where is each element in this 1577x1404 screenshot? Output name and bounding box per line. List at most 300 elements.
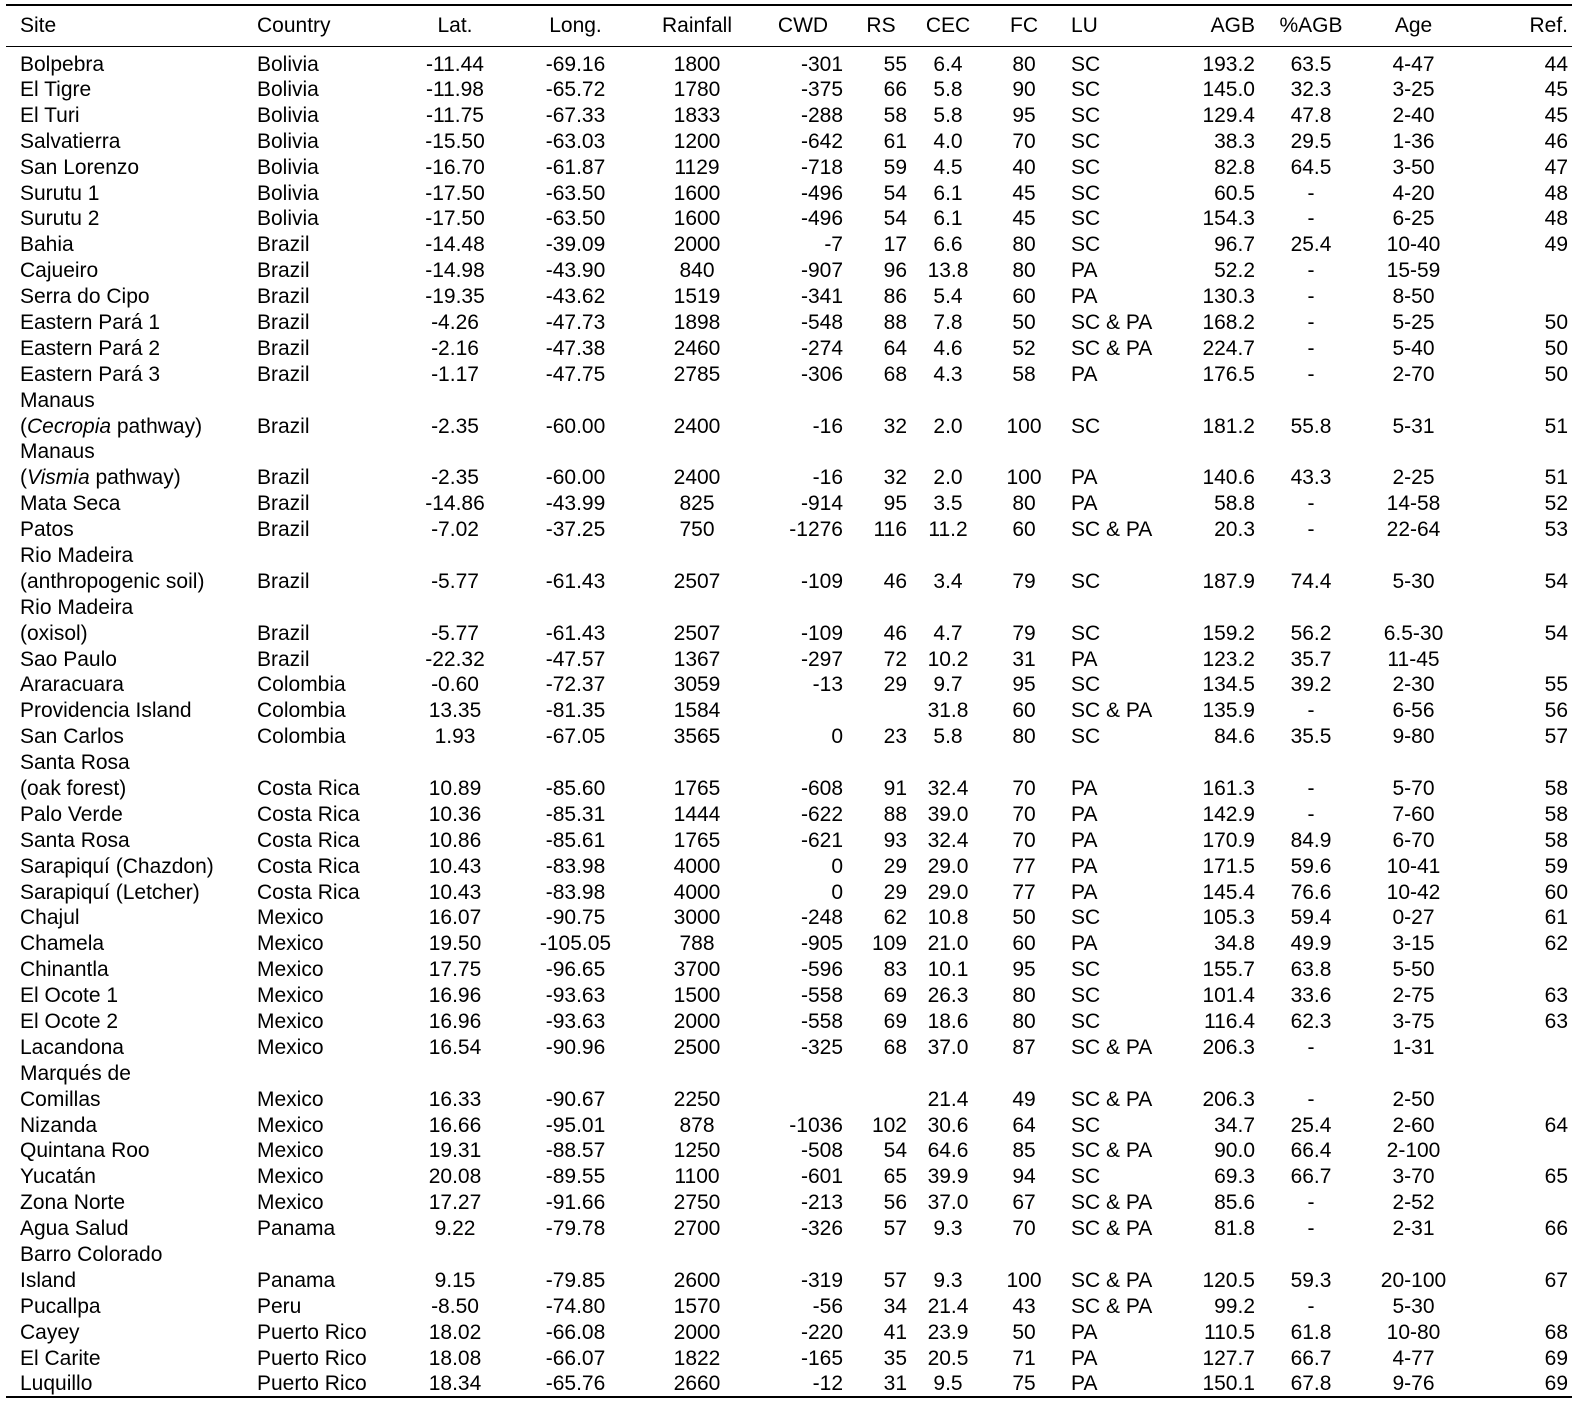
cell-rainfall: 2000 xyxy=(673,1010,721,1033)
cell-fc: 100 xyxy=(1006,466,1042,490)
cell-cwd xyxy=(757,439,849,465)
cell-cwd: -558 xyxy=(800,984,843,1008)
cell-country: Bolivia xyxy=(257,181,319,205)
cell-fc: 45 xyxy=(1012,181,1036,205)
cell-site: San Lorenzo xyxy=(20,155,140,179)
cell-long: -66.07 xyxy=(545,1346,606,1370)
cell-rs: 17 xyxy=(883,233,907,257)
table-row xyxy=(6,672,1572,698)
cell-long: -95.01 xyxy=(545,1113,606,1137)
cell-cec: 10.1 xyxy=(927,958,969,982)
cell-cwd: -274 xyxy=(800,336,843,360)
cell-agb: 52.2 xyxy=(1214,259,1255,283)
cell-cwd: -905 xyxy=(800,932,843,956)
cell-fc: 70 xyxy=(1012,129,1036,153)
cell-ref: 63 xyxy=(1544,1010,1568,1033)
site-prefix: ( xyxy=(20,414,27,438)
cell-ref: 69 xyxy=(1544,1346,1568,1370)
cell-cwd: -306 xyxy=(800,362,843,386)
cell-age: 10-40 xyxy=(1386,233,1441,257)
cell-pct-agb xyxy=(1261,750,1361,776)
cell-rs: 56 xyxy=(883,1191,907,1215)
cell-ref: 48 xyxy=(1544,207,1568,231)
cell-ref: 46 xyxy=(1544,129,1568,153)
cell-cec: 5.8 xyxy=(933,77,963,101)
cell-agb: 154.3 xyxy=(1202,207,1255,231)
cell-pct-agb: 47.8 xyxy=(1290,103,1332,127)
cell-fc: 70 xyxy=(1012,802,1036,826)
cell-rs: 59 xyxy=(883,155,907,179)
cell-rs: 91 xyxy=(883,776,907,800)
cell-rs xyxy=(849,1242,913,1268)
cell-rainfall: 1519 xyxy=(673,285,721,309)
cell-lat: -2.16 xyxy=(431,336,479,360)
cell-lu xyxy=(1065,1060,1175,1086)
cell-age: 4-47 xyxy=(1392,52,1435,76)
cell-agb: 127.7 xyxy=(1202,1346,1255,1370)
cell-ref xyxy=(1466,1138,1572,1164)
table-row xyxy=(6,1267,1572,1293)
table-row xyxy=(6,957,1572,983)
cell-fc: 64 xyxy=(1012,1113,1036,1137)
cell-cwd: -213 xyxy=(800,1191,843,1215)
cell-lat xyxy=(396,1060,514,1086)
cell-age: 2-52 xyxy=(1392,1191,1435,1215)
cell-long: -43.62 xyxy=(545,285,606,309)
cell-rainfall: 2500 xyxy=(673,1035,721,1059)
cell-lu: SC & PA xyxy=(1071,336,1153,360)
cell-cec: 64.6 xyxy=(927,1139,969,1163)
cell-long: -60.00 xyxy=(545,414,606,438)
cell-cwd: -496 xyxy=(800,181,843,205)
table-row xyxy=(6,361,1572,387)
cell-lu: SC xyxy=(1071,621,1101,645)
cell-long: -61.87 xyxy=(545,155,606,179)
cell-lu: PA xyxy=(1071,776,1098,800)
cell-site: Providencia Island xyxy=(20,699,192,723)
cell-lat xyxy=(396,439,514,465)
cell-pct-agb: - xyxy=(1307,492,1315,516)
cell-lu: PA xyxy=(1071,828,1098,852)
cell-rainfall: 1765 xyxy=(673,776,721,800)
cell-long: -83.98 xyxy=(545,880,606,904)
cell-cec: 6.4 xyxy=(933,52,963,76)
cell-fc: 50 xyxy=(1012,1320,1036,1344)
cell-country: Mexico xyxy=(257,1191,324,1215)
cell-lu: PA xyxy=(1071,1346,1098,1370)
cell-rs: 88 xyxy=(883,310,907,334)
cell-age: 22-64 xyxy=(1386,518,1441,542)
cell-pct-agb: 76.6 xyxy=(1290,880,1332,904)
cell-ref xyxy=(1466,439,1572,465)
cell-ref: 61 xyxy=(1544,906,1568,930)
cell-ref xyxy=(1466,957,1572,983)
cell-age: 11-45 xyxy=(1387,647,1440,671)
cell-lu: PA xyxy=(1071,492,1098,516)
cell-ref xyxy=(1466,646,1572,672)
cell-pct-agb: - xyxy=(1307,776,1315,800)
cell-site: San Carlos xyxy=(20,725,124,749)
cell-lat: 16.96 xyxy=(428,984,482,1008)
cell-agb: 129.4 xyxy=(1202,103,1255,127)
cell-lat: 16.07 xyxy=(428,906,482,930)
cell-site: Lacandona xyxy=(20,1035,124,1059)
cell-cec xyxy=(913,750,983,776)
cell-country: Bolivia xyxy=(257,155,319,179)
cell-cwd: -508 xyxy=(800,1139,843,1163)
cell-cec: 29.0 xyxy=(927,880,969,904)
cell-site: Agua Salud xyxy=(20,1217,129,1241)
cell-rs: 93 xyxy=(883,828,907,852)
cell-ref xyxy=(1466,1034,1572,1060)
table-row xyxy=(6,983,1572,1009)
cell-site: Serra do Cipo xyxy=(20,285,150,309)
cell-fc: 60 xyxy=(1012,518,1036,542)
cell-site: Palo Verde xyxy=(20,802,123,826)
cell-rs: 35 xyxy=(883,1346,907,1370)
cell-fc: 49 xyxy=(1012,1087,1036,1111)
cell-rainfall: 825 xyxy=(679,492,715,516)
cell-ref: 66 xyxy=(1544,1217,1568,1241)
cell-rainfall: 1250 xyxy=(673,1139,721,1163)
cell-rs xyxy=(849,594,913,620)
cell-lat: -15.50 xyxy=(425,129,485,153)
cell-long: -43.90 xyxy=(545,259,606,283)
cell-cec xyxy=(913,387,983,413)
cell-country: Costa Rica xyxy=(257,880,360,904)
cell-country: Bolivia xyxy=(257,77,319,101)
cell-rainfall: 2507 xyxy=(673,621,721,645)
table-row xyxy=(6,439,1572,465)
cell-agb: 193.2 xyxy=(1202,52,1255,76)
cell-agb xyxy=(1175,1242,1261,1268)
cell-cwd xyxy=(757,387,849,413)
cell-country: Costa Rica xyxy=(257,828,360,852)
cell-ref: 55 xyxy=(1544,673,1568,697)
cell-agb: 142.9 xyxy=(1202,802,1255,826)
cell-pct-agb: 59.4 xyxy=(1290,906,1332,930)
cell-age xyxy=(1361,594,1466,620)
cell-cec xyxy=(913,1242,983,1268)
cell-long: -81.35 xyxy=(545,699,606,723)
cell-ref xyxy=(1466,594,1572,620)
cell-long: -39.09 xyxy=(545,233,606,257)
cell-long: -105.05 xyxy=(539,932,612,956)
cell-rainfall xyxy=(637,387,757,413)
header-row xyxy=(6,5,1572,46)
cell-ref: 64 xyxy=(1544,1113,1568,1137)
cell-country xyxy=(251,750,396,776)
cell-cwd: -341 xyxy=(800,285,843,309)
cell-cwd: -608 xyxy=(800,776,843,800)
cell-pct-agb: - xyxy=(1307,1087,1315,1111)
cell-long: -90.75 xyxy=(545,906,606,930)
cell-age: 5-31 xyxy=(1392,414,1435,438)
cell-country xyxy=(251,543,396,569)
cell-age: 2-50 xyxy=(1392,1087,1435,1111)
cell-cwd: -56 xyxy=(812,1294,843,1318)
cell-rainfall: 1898 xyxy=(673,310,721,334)
cell-lat: -2.35 xyxy=(431,466,479,490)
cell-ref xyxy=(1466,1060,1572,1086)
cell-ref: 57 xyxy=(1544,725,1568,749)
cell-cwd: -109 xyxy=(800,621,843,645)
cell-lu xyxy=(1065,750,1175,776)
cell-ref: 56 xyxy=(1544,699,1568,723)
cell-site: Zona Norte xyxy=(20,1191,126,1215)
cell-rs: 102 xyxy=(871,1113,907,1137)
cell-lu: SC xyxy=(1071,906,1101,930)
table-row xyxy=(6,646,1572,672)
cell-country: Brazil xyxy=(257,310,310,334)
cell-ref: 54 xyxy=(1544,621,1568,645)
cell-cwd: -165 xyxy=(800,1346,843,1370)
cell-agb: 181.2 xyxy=(1202,414,1255,438)
cell-pct-agb: 43.3 xyxy=(1290,466,1332,490)
table-row xyxy=(6,180,1572,206)
cell-rs: 86 xyxy=(883,285,907,309)
table-row xyxy=(6,750,1572,776)
cell-cwd: -326 xyxy=(800,1217,843,1241)
cell-ref: 48 xyxy=(1544,181,1568,205)
cell-long: -91.66 xyxy=(545,1191,606,1215)
cell-rainfall: 3000 xyxy=(673,906,721,930)
table-row xyxy=(6,1060,1572,1086)
cell-site: Sarapiquí (Letcher) xyxy=(20,880,200,904)
cell-rs: 58 xyxy=(883,103,907,127)
cell-rs xyxy=(849,439,913,465)
cell-age: 6.5-30 xyxy=(1383,621,1444,645)
table-row xyxy=(6,1190,1572,1216)
cell-pct-agb xyxy=(1261,1242,1361,1268)
cell-lat xyxy=(396,594,514,620)
cell-fc xyxy=(983,543,1065,569)
table-row xyxy=(6,724,1572,750)
cell-rs: 54 xyxy=(883,207,907,231)
cell-pct-agb: 66.4 xyxy=(1290,1139,1332,1163)
cell-lat: -7.02 xyxy=(431,518,479,542)
table-row xyxy=(6,801,1572,827)
cell-lat xyxy=(396,387,514,413)
cell-age: 3-70 xyxy=(1392,1165,1435,1189)
cell-cec: 10.2 xyxy=(927,647,969,671)
cell-pct-agb: - xyxy=(1307,1294,1315,1318)
cell-rs: 34 xyxy=(883,1294,907,1318)
cell-lat: 17.75 xyxy=(428,958,482,982)
cell-rainfall: 1600 xyxy=(673,181,721,205)
cell-rs: 95 xyxy=(883,492,907,516)
cell-rs: 62 xyxy=(883,906,907,930)
cell-rainfall: 3059 xyxy=(673,673,721,697)
col-header-age: Age xyxy=(1361,5,1466,46)
table-row xyxy=(6,206,1572,232)
cell-pct-agb: - xyxy=(1307,285,1315,309)
cell-rs xyxy=(849,1086,913,1112)
cell-long: -85.31 xyxy=(545,802,606,826)
cell-fc: 70 xyxy=(1012,828,1036,852)
col-header-agb: AGB xyxy=(1175,5,1261,46)
cell-lu: SC & PA xyxy=(1071,699,1153,723)
cell-pct-agb: 35.7 xyxy=(1290,647,1332,671)
cell-lu: SC xyxy=(1071,725,1101,749)
cell-cec: 6.1 xyxy=(933,181,963,205)
cell-site: El Ocote 2 xyxy=(20,1010,119,1033)
cell-cwd: -1036 xyxy=(789,1113,843,1137)
cell-long: -79.78 xyxy=(545,1217,606,1241)
table-row xyxy=(6,698,1572,724)
cell-site: Chamela xyxy=(20,932,105,956)
cell-rainfall: 1100 xyxy=(674,1165,720,1189)
cell-country: Peru xyxy=(257,1294,302,1318)
cell-site: Eastern Pará 1 xyxy=(20,310,161,334)
cell-lat: 18.02 xyxy=(428,1320,482,1344)
site-prefix: ( xyxy=(20,466,27,490)
cell-fc: 60 xyxy=(1012,932,1036,956)
cell-fc: 45 xyxy=(1012,207,1036,231)
cell-pct-agb: - xyxy=(1307,1035,1315,1059)
cell-agb: 116.4 xyxy=(1204,1010,1255,1033)
cell-rs: 29 xyxy=(883,673,907,697)
cell-age: 0-27 xyxy=(1392,906,1435,930)
cell-lu: SC xyxy=(1071,155,1101,179)
cell-cec: 10.8 xyxy=(927,906,969,930)
cell-age: 2-70 xyxy=(1392,362,1435,386)
cell-agb: 85.6 xyxy=(1214,1191,1255,1215)
cell-lu: PA xyxy=(1071,880,1098,904)
cell-cec: 4.6 xyxy=(933,336,963,360)
col-header-lat: Lat. xyxy=(396,5,514,46)
cell-site: Marqués de xyxy=(20,1061,131,1085)
cell-country xyxy=(251,439,396,465)
cell-cec: 39.0 xyxy=(927,802,969,826)
cell-lu: SC xyxy=(1071,1165,1101,1189)
cell-lu: SC & PA xyxy=(1071,1294,1153,1318)
cell-site: Bolpebra xyxy=(20,52,105,76)
col-header-site: Site xyxy=(6,5,251,46)
cell-lat: 17.27 xyxy=(428,1191,482,1215)
cell-fc xyxy=(983,1060,1065,1086)
cell-agb: 120.5 xyxy=(1202,1268,1255,1292)
cell-lat: -1.17 xyxy=(431,362,479,386)
cell-agb: 145.4 xyxy=(1202,880,1255,904)
cell-lat: -5.77 xyxy=(431,621,479,645)
cell-cec: 9.3 xyxy=(933,1268,963,1292)
cell-lu xyxy=(1065,543,1175,569)
cell-ref xyxy=(1466,1242,1572,1268)
cell-rainfall: 1200 xyxy=(673,129,721,153)
cell-rs: 88 xyxy=(883,802,907,826)
cell-ref: 45 xyxy=(1544,103,1568,127)
cell-fc: 95 xyxy=(1012,103,1036,127)
cell-age: 7-60 xyxy=(1392,802,1435,826)
cell-agb: 34.7 xyxy=(1214,1113,1255,1137)
cell-ref: 67 xyxy=(1544,1268,1568,1292)
cell-ref: 49 xyxy=(1544,233,1568,257)
cell-lu: PA xyxy=(1071,362,1098,386)
cell-rainfall: 1822 xyxy=(673,1346,721,1370)
cell-agb: 60.5 xyxy=(1214,181,1255,205)
cell-agb: 69.3 xyxy=(1214,1165,1255,1189)
cell-lat: 10.89 xyxy=(428,776,482,800)
cell-lu: SC xyxy=(1071,984,1101,1008)
cell-age xyxy=(1361,1242,1466,1268)
cell-cwd: -288 xyxy=(800,103,843,127)
cell-age xyxy=(1361,750,1466,776)
cell-rs: 29 xyxy=(883,854,907,878)
cell-rs: 83 xyxy=(883,958,907,982)
cell-lu: SC xyxy=(1071,958,1101,982)
cell-age xyxy=(1361,439,1466,465)
cell-cec xyxy=(913,439,983,465)
cell-country: Bolivia xyxy=(257,207,319,231)
cell-fc: 70 xyxy=(1012,776,1036,800)
cell-ref: 44 xyxy=(1544,52,1568,76)
cell-ref: 50 xyxy=(1544,336,1568,360)
cell-rainfall: 2000 xyxy=(673,1320,721,1344)
cell-long: -72.37 xyxy=(545,673,606,697)
cell-long: -79.85 xyxy=(545,1268,606,1292)
cell-cwd: -642 xyxy=(800,129,843,153)
cell-site: Pucallpa xyxy=(20,1294,101,1318)
cell-age: 5-25 xyxy=(1392,310,1435,334)
cell-rainfall: 2785 xyxy=(673,362,721,386)
cell-rs: 57 xyxy=(883,1217,907,1241)
cell-fc: 87 xyxy=(1012,1035,1036,1059)
cell-ref: 45 xyxy=(1544,77,1568,101)
cell-long xyxy=(514,1242,637,1268)
cell-rainfall xyxy=(637,543,757,569)
cell-rs: 68 xyxy=(883,1035,907,1059)
cell-lat: -14.86 xyxy=(425,492,485,516)
cell-site: Comillas xyxy=(20,1087,101,1111)
cell-agb: 176.5 xyxy=(1202,362,1255,386)
cell-cec: 2.0 xyxy=(933,466,963,490)
cell-rs: 23 xyxy=(883,725,907,749)
cell-lu: SC xyxy=(1071,181,1101,205)
cell-age: 5-70 xyxy=(1392,776,1435,800)
cell-country: Panama xyxy=(257,1217,336,1241)
cell-lat: -14.48 xyxy=(425,233,485,257)
cell-lu: SC xyxy=(1071,77,1101,101)
cell-cec: 30.6 xyxy=(927,1113,969,1137)
cell-agb xyxy=(1175,1060,1261,1086)
cell-cwd: -375 xyxy=(800,77,843,101)
cell-long: -61.43 xyxy=(545,569,606,593)
cell-pct-agb: 59.3 xyxy=(1290,1268,1332,1292)
cell-country: Brazil xyxy=(257,233,310,257)
cell-rainfall: 4000 xyxy=(673,880,721,904)
cell-rainfall: 1833 xyxy=(673,103,721,127)
cell-country xyxy=(251,387,396,413)
cell-cec: 39.9 xyxy=(927,1165,969,1189)
cell-ref: 59 xyxy=(1544,854,1568,878)
cell-long: -63.50 xyxy=(545,181,606,205)
cell-rs: 69 xyxy=(883,1010,907,1033)
cell-country: Mexico xyxy=(257,1035,324,1059)
cell-long: -83.98 xyxy=(545,854,606,878)
cell-pct-agb xyxy=(1261,387,1361,413)
cell-cec: 32.4 xyxy=(927,828,969,852)
cell-agb xyxy=(1175,543,1261,569)
cell-cec: 6.6 xyxy=(933,233,963,257)
cell-lu: SC & PA xyxy=(1071,1268,1153,1292)
cell-country: Mexico xyxy=(257,1113,324,1137)
cell-site: (oak forest) xyxy=(20,776,127,800)
cell-ref: 58 xyxy=(1544,776,1568,800)
cell-rainfall: 2400 xyxy=(673,414,721,438)
cell-fc: 94 xyxy=(1012,1165,1036,1189)
cell-site: El Turi xyxy=(20,103,80,127)
